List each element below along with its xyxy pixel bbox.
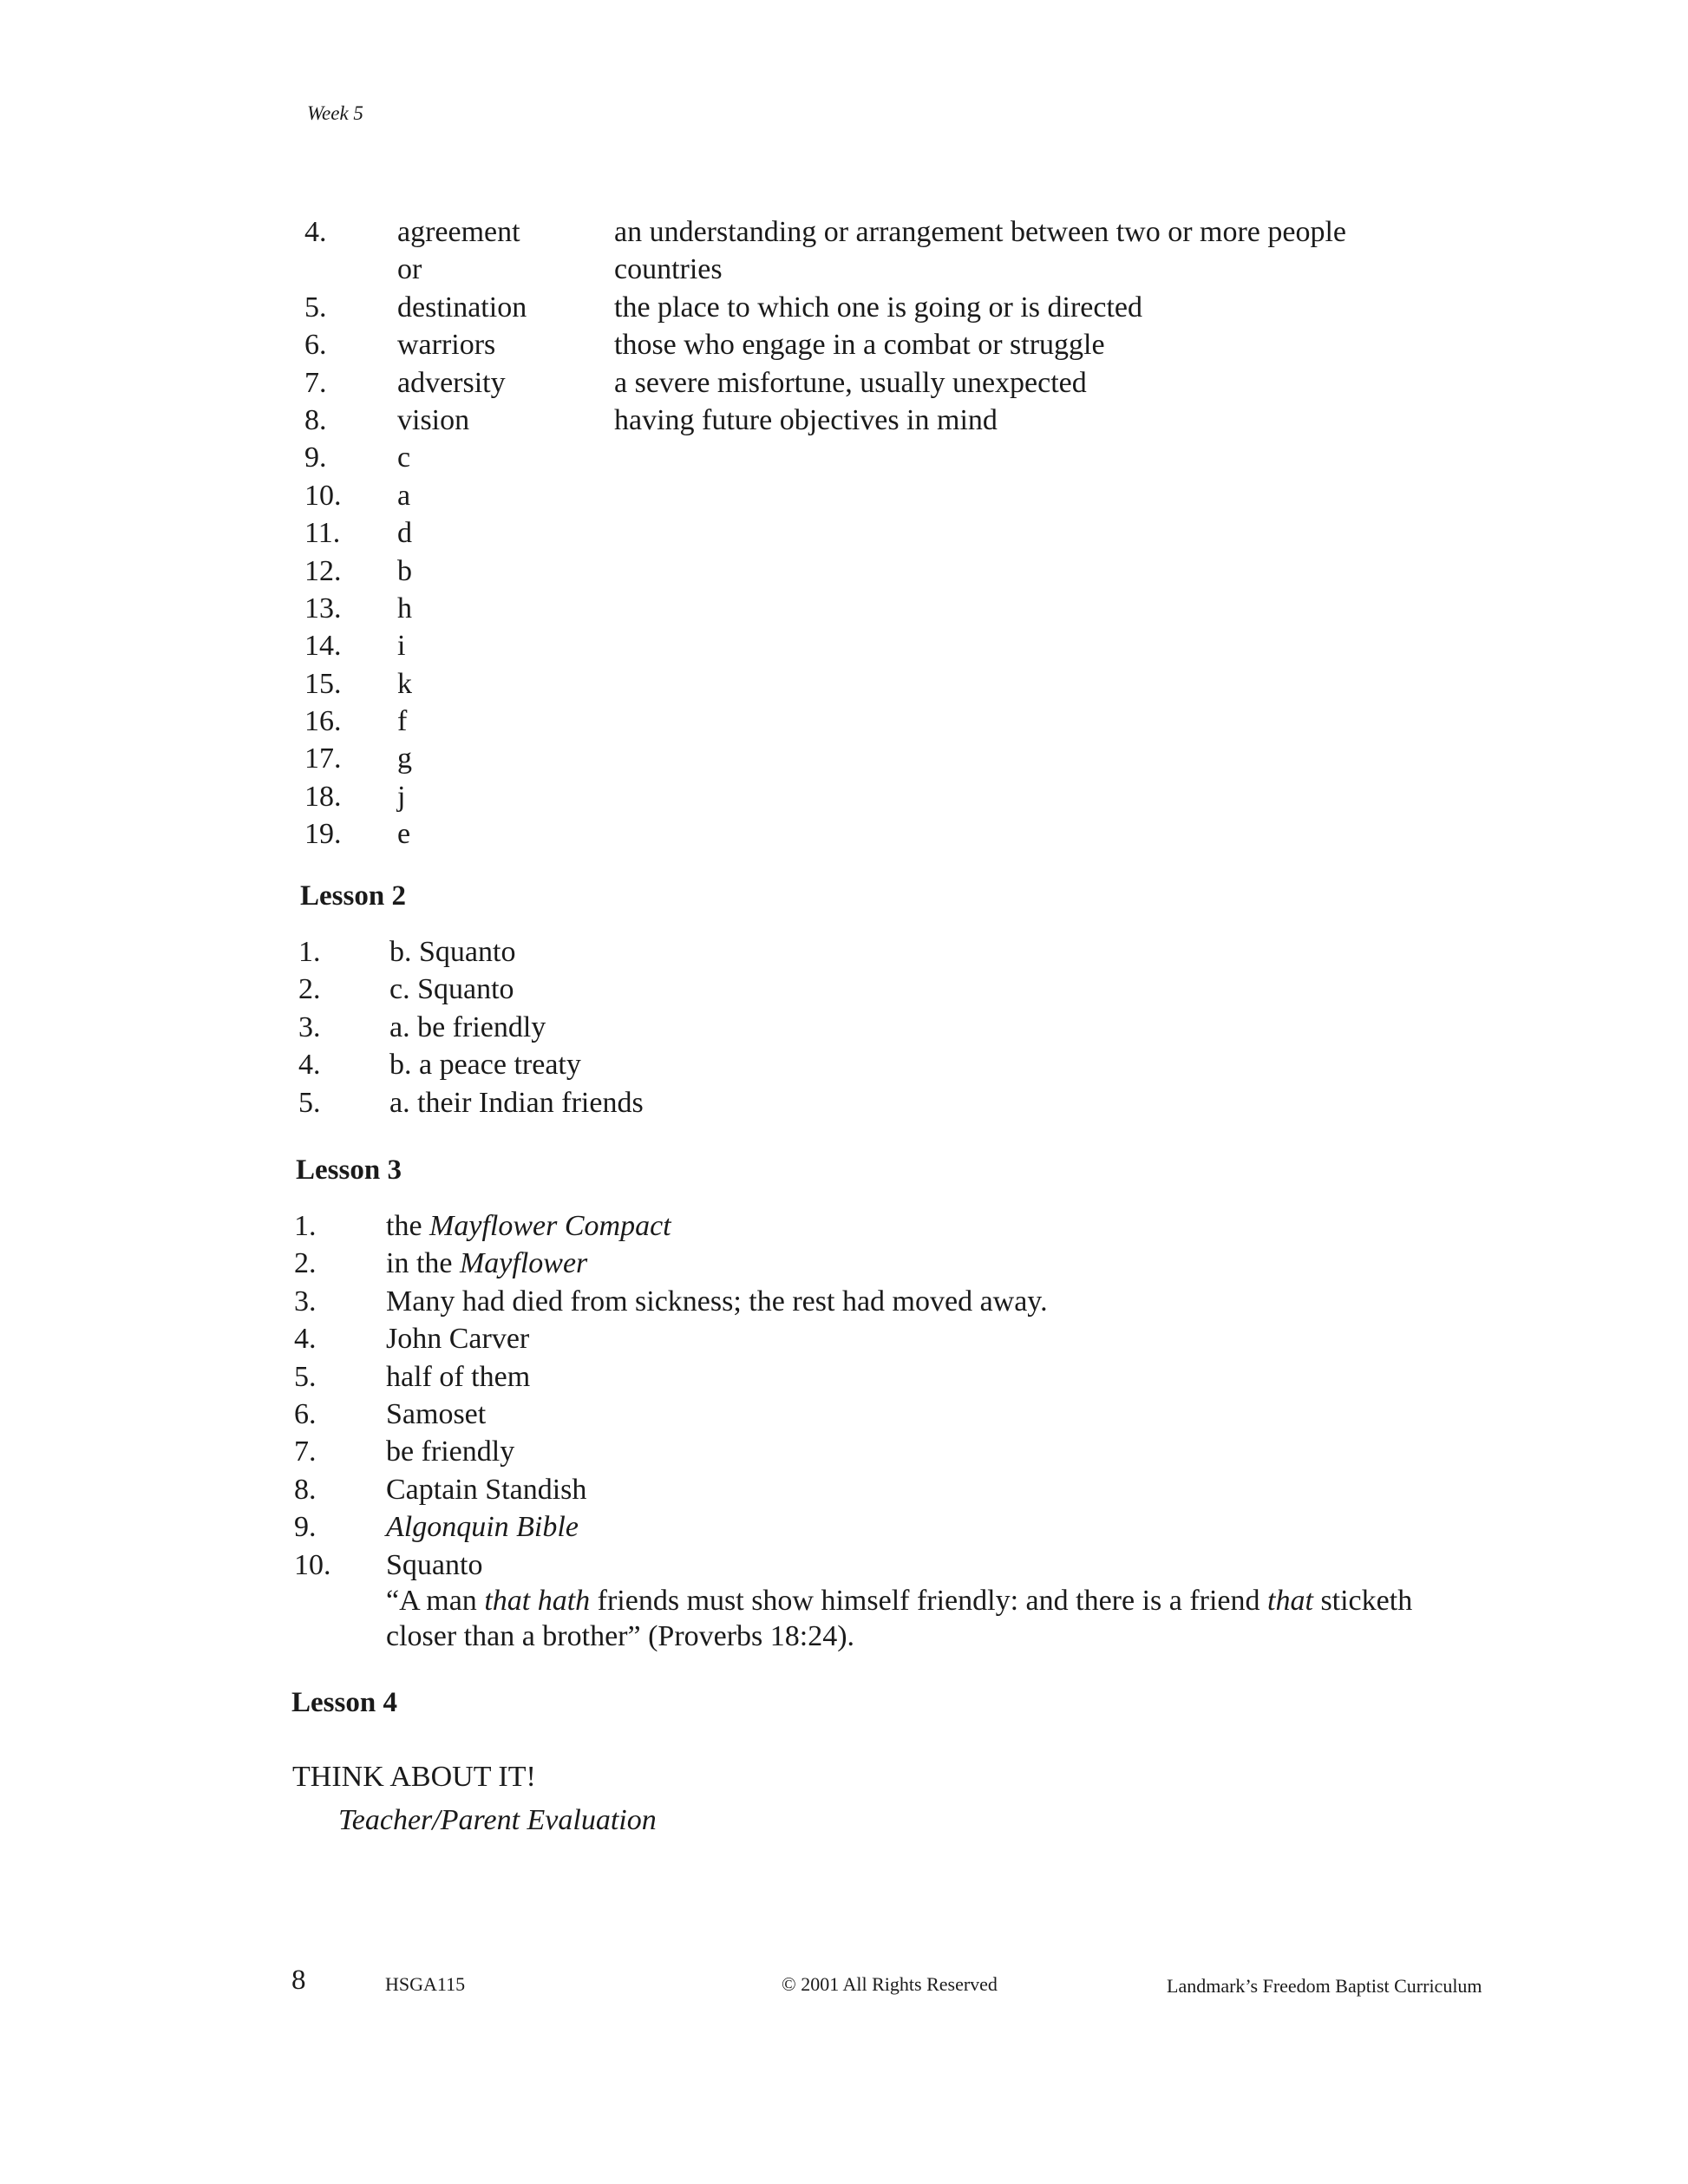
item-term: k [397, 667, 412, 700]
item-term: g [397, 742, 412, 775]
vocab-row [304, 326, 1519, 363]
answer-text: a. be friendly [389, 1010, 546, 1043]
answer-row [294, 1283, 1508, 1320]
answer-number: 1. [294, 1210, 317, 1242]
answer-number: 4. [298, 1049, 321, 1082]
answer-number: 7. [294, 1435, 317, 1468]
answer-number: 5. [298, 1086, 321, 1119]
answer-text: half of them [386, 1360, 531, 1393]
item-term: agreement [397, 216, 520, 248]
vocab-row [304, 553, 1519, 590]
vocab-row [304, 627, 1519, 664]
answer-number: 3. [298, 1010, 321, 1043]
item-term: adversity [397, 366, 506, 399]
vocab-row [304, 477, 1519, 514]
answer-text: a. their Indian friends [389, 1086, 644, 1119]
vocab-row [304, 213, 1519, 251]
answer-row [294, 1358, 1508, 1396]
answer-row [298, 1084, 1339, 1121]
answer-text: b. Squanto [389, 936, 516, 968]
answer-row [294, 1471, 1508, 1508]
answer-text: b. a peace treaty [389, 1049, 581, 1082]
vocab-row [304, 815, 1519, 853]
vocab-row [304, 439, 1519, 476]
item-number: 7. [304, 366, 327, 399]
item-number: 12. [304, 554, 342, 587]
publisher-name: Landmark’s Freedom Baptist Curriculum [1167, 1975, 1482, 1997]
answer-text: be friendly [386, 1435, 515, 1468]
answer-text-plain: the [386, 1210, 430, 1242]
answer-row [298, 971, 1339, 1008]
quote-italic: that [1267, 1585, 1313, 1617]
vocab-row [304, 402, 1519, 439]
copyright-notice: © 2001 All Rights Reserved [782, 1973, 998, 1995]
answer-text: John Carver [386, 1323, 530, 1356]
vocab-answer-list [304, 213, 1519, 853]
lesson-3-answers [294, 1207, 1508, 1584]
answer-row [294, 1207, 1508, 1245]
answer-text: c. Squanto [389, 973, 514, 1006]
item-term: b [397, 554, 412, 587]
item-definition: an understanding or arrangement between two or more people [614, 216, 1347, 248]
answer-row [294, 1320, 1508, 1357]
answer-number: 3. [294, 1285, 317, 1318]
answer-number: 5. [294, 1360, 317, 1393]
vocab-row [304, 364, 1519, 402]
item-number: 18. [304, 780, 342, 813]
week-label: Week 5 [307, 102, 363, 124]
quote-line-1 [386, 1583, 1531, 1618]
answer-row [294, 1396, 1508, 1433]
answer-row [298, 933, 1339, 971]
item-definition: the place to which one is going or is directed [614, 291, 1142, 324]
item-number: 10. [304, 479, 342, 512]
lesson-2-answers [298, 933, 1339, 1121]
item-definition: having future objectives in mind [614, 403, 998, 436]
answer-number: 2. [294, 1247, 317, 1280]
item-term: f [397, 705, 408, 738]
item-number: 17. [304, 742, 342, 775]
item-term: a [397, 479, 411, 512]
answer-text-italic: Mayflower [459, 1247, 588, 1280]
quote-text: “A man [386, 1585, 485, 1617]
vocab-row [304, 289, 1519, 326]
vocab-row [304, 703, 1519, 740]
answer-row [298, 1009, 1339, 1046]
item-term: e [397, 818, 411, 851]
item-term: vision [397, 403, 470, 436]
item-number: 8. [304, 403, 327, 436]
answer-text [386, 1245, 587, 1282]
quote-italic: that hath [484, 1585, 591, 1617]
answer-number: 6. [294, 1397, 317, 1430]
item-definition: a severe misfortune, usually unexpected [614, 366, 1087, 399]
item-definition: those who engage in a combat or struggle [614, 329, 1105, 362]
vocab-row [304, 251, 1519, 288]
vocab-row [304, 665, 1519, 703]
item-number: 15. [304, 667, 342, 700]
answer-row [294, 1245, 1508, 1282]
page-number: 8 [291, 1965, 306, 1996]
answer-number: 2. [298, 973, 321, 1006]
item-term: h [397, 592, 412, 624]
item-number: 5. [304, 291, 327, 324]
quote-line-2: closer than a brother” (Proverbs 18:24). [386, 1620, 855, 1652]
answer-row [294, 1433, 1508, 1470]
answer-number: 1. [298, 936, 321, 968]
quote-text: friends must show himself friendly: and there is a friend [590, 1585, 1268, 1617]
vocab-row [304, 778, 1519, 815]
vocab-row [304, 740, 1519, 777]
item-number: 6. [304, 329, 327, 362]
answer-row [294, 1546, 1508, 1584]
item-number: 9. [304, 441, 327, 474]
answer-text: Captain Standish [386, 1473, 587, 1506]
quote-text: sticketh [1312, 1585, 1413, 1617]
answer-text: Squanto [386, 1548, 483, 1581]
item-number: 11. [304, 517, 341, 550]
course-code: HSGA115 [385, 1973, 466, 1995]
item-term: c [397, 441, 411, 474]
item-number: 19. [304, 818, 342, 851]
lesson-3-heading: Lesson 3 [296, 1154, 402, 1186]
item-number: 4. [304, 216, 327, 248]
answer-row [294, 1508, 1508, 1546]
item-definition: countries [614, 253, 723, 286]
answer-text: Many had died from sickness; the rest had moved away. [386, 1285, 1048, 1318]
vocab-row [304, 514, 1519, 552]
answer-number: 8. [294, 1473, 317, 1506]
item-term: d [397, 517, 412, 550]
answer-text [386, 1207, 671, 1245]
item-term: destination [397, 291, 527, 324]
item-term: i [397, 630, 406, 663]
answer-text-italic: Mayflower Compact [429, 1210, 671, 1242]
bible-verse-quote [386, 1583, 1531, 1654]
answer-text: Algonquin Bible [386, 1511, 579, 1544]
think-about-it-heading: THINK ABOUT IT! [292, 1761, 536, 1793]
answer-text: Samoset [386, 1397, 487, 1430]
item-term: or [397, 253, 422, 286]
answer-number: 4. [294, 1323, 317, 1356]
item-number: 14. [304, 630, 342, 663]
vocab-row [304, 590, 1519, 627]
answer-row [298, 1046, 1339, 1083]
evaluation-note: Teacher/Parent Evaluation [338, 1804, 657, 1836]
lesson-2-heading: Lesson 2 [300, 880, 406, 912]
answer-number: 9. [294, 1511, 317, 1544]
lesson-4-heading: Lesson 4 [291, 1687, 397, 1718]
answer-number: 10. [294, 1548, 331, 1581]
item-number: 13. [304, 592, 342, 624]
item-number: 16. [304, 705, 342, 738]
item-term: j [397, 780, 406, 813]
answer-text-plain: in the [386, 1247, 460, 1280]
item-term: warriors [397, 329, 496, 362]
